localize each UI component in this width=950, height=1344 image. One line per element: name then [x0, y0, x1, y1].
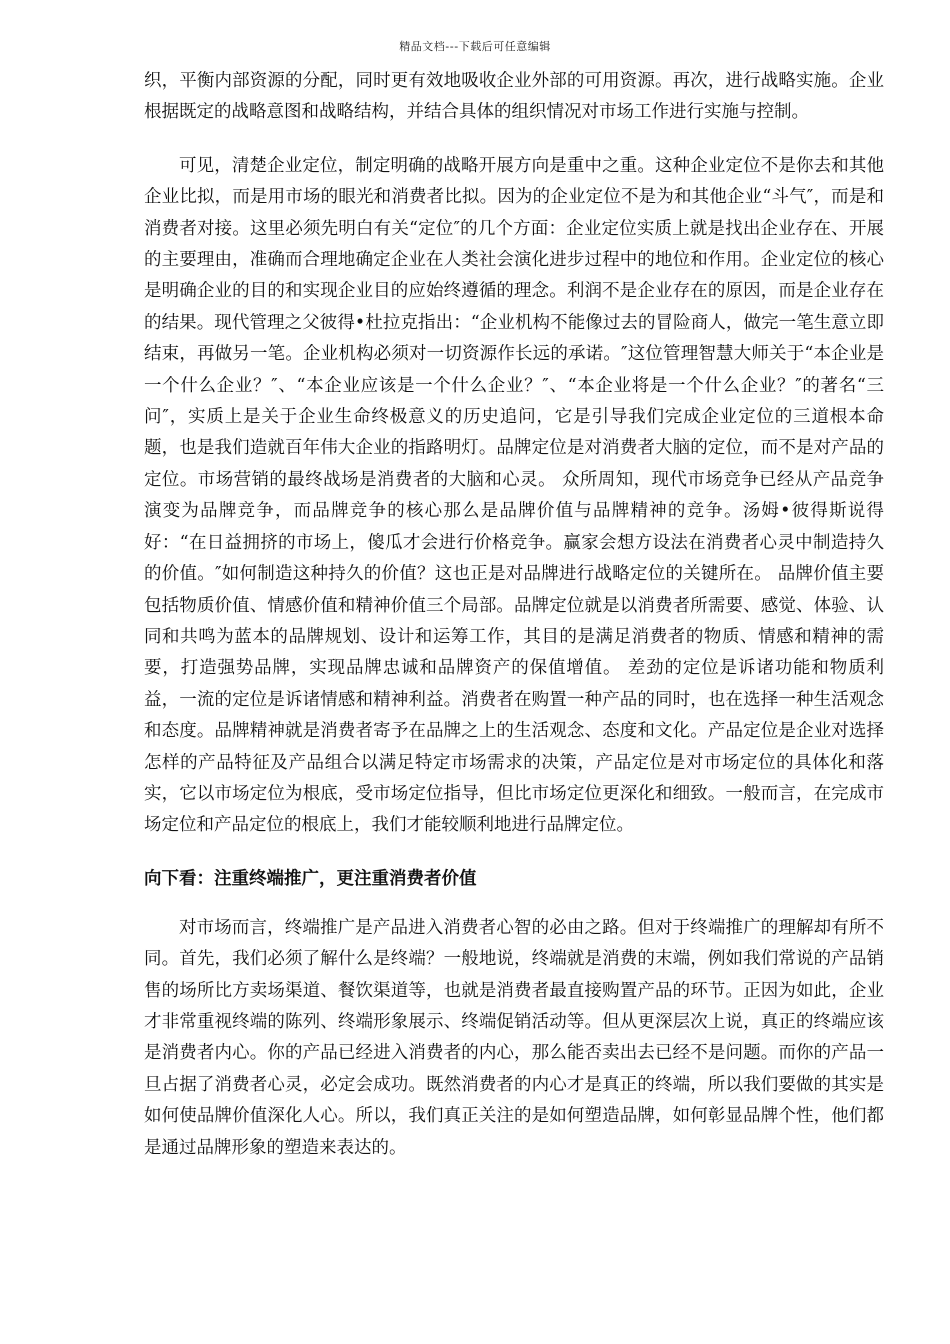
- paragraph-gap: [144, 129, 884, 151]
- paragraph-continued: 织，平衡内部资源的分配，同时更有效地吸收企业外部的可用资源。再次，进行战略实施。企业根据既定的战略意图和战略结构，并结合具体的组织情况对市场工作进行实施与控制。: [144, 71, 884, 123]
- paragraph-terminal: 对市场而言，终端推广是产品进入消费者心智的必由之路。但对于终端推广的理解却有所不同。首先，我们必须了解什么是终端？一般地说，终端就是消费的末端，例如我们常说的产品销售的场所比方卖场渠道、餐饮渠道等，也就是消费者最直接购置产品的环节。正因为如此，企业才非常重视终端的陈列、终端形象展示、终端促销活动等。但从更深层次上说，真正的终端应该是消费者内心。你的产品已经进入消费者的内心，那么能否卖出去已经不是问题。而你的产品一旦占据了消费者心灵，必定会成功。既然消费者的内心才是真正的终端，所以我们要做的其实是如何使品牌价值深化人心。所以，我们真正关注的是如何塑造品牌，如何彰显品牌个性，他们都是通过品牌形象的塑造来表达的。: [144, 917, 884, 1158]
- page-header: 精品文档---下载后可任意编辑: [399, 40, 551, 53]
- section-heading: 向下看：注重终端推广，更注重消费者价值: [144, 868, 477, 889]
- paragraph-gap: [144, 895, 884, 913]
- paragraph-positioning: 可见，清楚企业定位，制定明确的战略开展方向是重中之重。这种企业定位不是你去和其他企业比拟，而是用市场的眼光和消费者比拟。因为的企业定位不是为和其他企业“斗气″，而是和消费者对接。这里必须先明白有关“定位″的几个方面：企业定位实质上就是找出企业存在、开展的主要理由，准确而合理地确定企业在人类社会演化进步过程中的地位和作用。企业定位的核心是明确企业的目的和实现企业目的应始终遵循的理念。利润不是企业存在的原因，而是企业存在的结果。现代管理之父彼得•杜拉克指出：“企业机构不能像过去的冒险商人，做完一笔生意立即结束，再做另一笔。企业机构必须对一切资源作长远的承诺。″这位管理智慧大师关于“本企业是一个什么企业？″、“本企业应该是一个什么企业？″、“本企业将是一个什么企业？″的著名“三问″，实质上是关于企业生命终极意义的历史追问，它是引导我们完成企业定位的三道根本命题，也是我们造就百年伟大企业的指路明灯。品牌定位是对消费者大脑的定位，而不是对产品的定位。市场营销的最终战场是消费者的大脑和心灵。 众所周知，现代市场竞争已经从产品竞争演变为品牌竞争，而品牌竞争的核心那么是品牌价值与品牌精神的竞争。汤姆•彼得斯说得好：“在日益拥挤的市场上，傻瓜才会进行价格竞争。赢家会想方设法在消费者心灵中制造持久的价值。″如何制造这种持久的价值？这也正是对品牌进行战略定位的关键所在。 品牌价值主要包括物质价值、情感价值和精神价值三个局部。品牌定位就是以消费者所需要、感觉、体验、认同和共鸣为蓝本的品牌规划、设计和运筹工作，其目的是满足消费者的物质、情感和精神的需要，打造强势品牌，实现品牌忠诚和品牌资产的保值增值。 差劲的定位是诉诸功能和物质利益，一流的定位是诉诸情感和精神利益。消费者在购置一种产品的同时，也在选择一种生活观念和态度。品牌精神就是消费者寄予在品牌之上的生活观念、态度和文化。产品定位是企业对选择怎样的产品特征及产品组合以满足特定市场需求的决策，产品定位是对市场定位的具体化和落实，它以市场定位为根底，受市场定位指导，但比市场定位更深化和细致。一般而言，在完成市场定位和产品定位的根底上，我们才能较顺利地进行品牌定位。: [144, 155, 885, 836]
- document-body: [144, 66, 884, 1164]
- paragraph-gap: [144, 842, 884, 864]
